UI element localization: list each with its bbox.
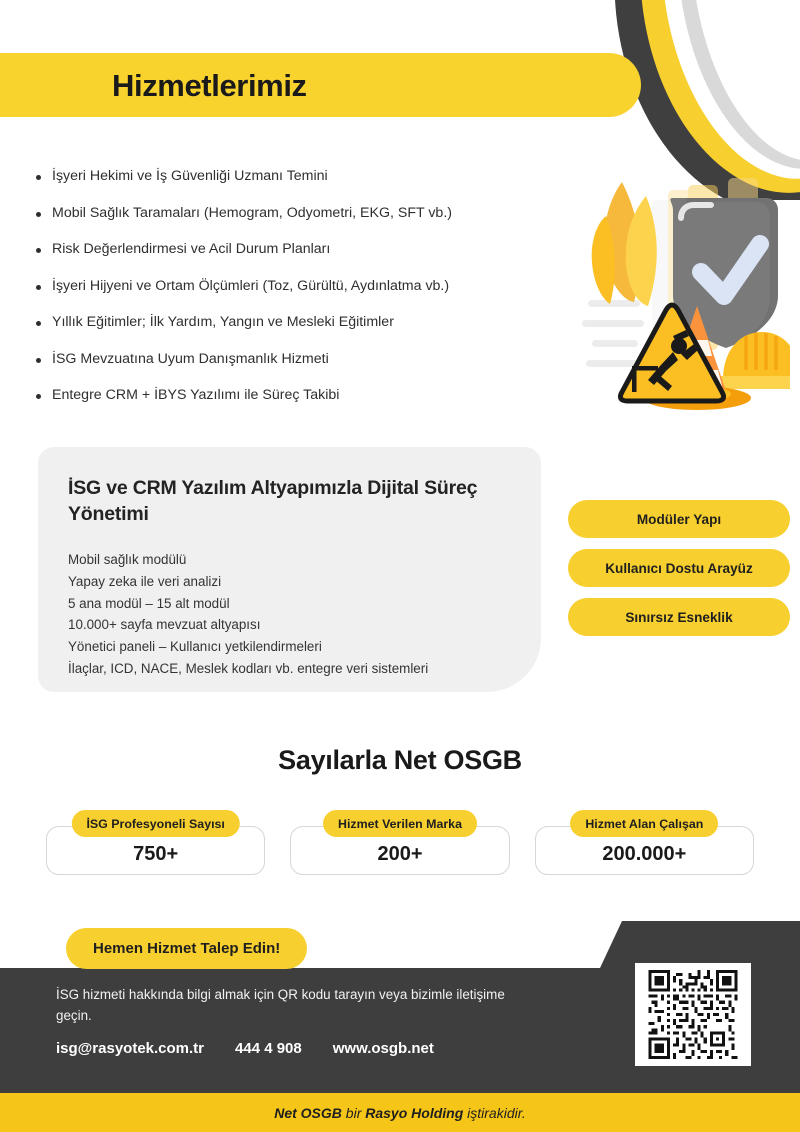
stat-card-employees xyxy=(535,816,754,875)
holding-name: Rasyo Holding xyxy=(365,1104,464,1121)
footer-note: İSG hizmeti hakkında bilgi almak için QR kodu tarayın veya bizimle iletişime geçin. xyxy=(56,987,505,1023)
list-item xyxy=(36,314,556,331)
software-card xyxy=(38,447,541,692)
software-feature: Yönetici paneli – Kullanıcı yetkilendirmeleri xyxy=(68,639,322,655)
qr-code[interactable] xyxy=(635,963,751,1066)
stat-value: 200.000+ xyxy=(602,842,687,865)
bullet-dot-icon xyxy=(36,248,41,253)
stat-card-brands xyxy=(290,816,509,875)
software-feature-list xyxy=(68,549,511,679)
software-feature: Yapay zeka ile veri analizi xyxy=(68,573,222,589)
software-feature: Mobil sağlık modülü xyxy=(68,552,187,568)
stats-title: Sayılarla Net OSGB xyxy=(278,745,522,775)
stat-label: Hizmet Verilen Marka xyxy=(323,810,477,837)
contact-website[interactable]: www.osgb.net xyxy=(332,1040,434,1057)
feature-pill-user-friendly[interactable]: Kullanıcı Dostu Arayüz xyxy=(568,549,790,587)
bottom-brand-bar xyxy=(0,1093,800,1132)
bullet-dot-icon xyxy=(36,358,41,363)
bullet-dot-icon xyxy=(36,285,41,290)
service-label: Risk Değerlendirmesi ve Acil Durum Planları xyxy=(52,241,331,258)
stat-card-professionals xyxy=(46,816,265,875)
brand-mid: bir xyxy=(341,1104,366,1121)
software-feature: 5 ana modül – 15 alt modül xyxy=(68,595,230,611)
brand-tail: iştirakidir. xyxy=(463,1104,526,1121)
brand-statement xyxy=(274,1105,526,1121)
page-title: Hizmetlerimiz xyxy=(112,68,307,103)
software-title: İSG ve CRM Yazılım Altyapımızla Dijital Süreç Yönetimi xyxy=(68,477,478,526)
stat-value: 750+ xyxy=(133,842,179,865)
header-banner xyxy=(0,53,641,117)
list-item xyxy=(36,241,556,258)
brand-name: Net OSGB xyxy=(274,1104,342,1121)
list-item xyxy=(36,205,556,222)
feature-pill-modular[interactable]: Modüler Yapı xyxy=(568,500,790,538)
swoosh-white-2-icon xyxy=(669,0,800,174)
stat-label: İSG Profesyoneli Sayısı xyxy=(71,810,239,837)
request-service-button[interactable]: Hemen Hizmet Talep Edin! xyxy=(66,928,307,969)
bullet-dot-icon xyxy=(36,321,41,326)
list-item xyxy=(36,351,556,368)
list-item xyxy=(36,387,556,404)
services-list xyxy=(36,168,556,424)
safety-illustration xyxy=(560,160,790,410)
software-feature: İlaçlar, ICD, NACE, Meslek kodları vb. entegre veri sistemleri xyxy=(68,660,429,676)
list-item xyxy=(36,278,556,295)
stats-row xyxy=(46,816,754,875)
service-label: İşyeri Hijyeni ve Ortam Ölçümleri (Toz, Gürültü, Aydınlatma vb.) xyxy=(52,277,450,294)
stat-label: Hizmet Alan Çalışan xyxy=(570,810,718,837)
software-feature: 10.000+ sayfa mevzuat altyapısı xyxy=(68,617,261,633)
service-label: Mobil Sağlık Taramaları (Hemogram, Odyometri, EKG, SFT vb.) xyxy=(52,204,452,221)
service-label: Entegre CRM + İBYS Yazılımı ile Süreç Takibi xyxy=(52,387,340,404)
contact-phone[interactable]: 444 4 908 xyxy=(235,1040,302,1057)
swoosh-grey-icon xyxy=(655,0,800,183)
flame-icon xyxy=(592,182,657,306)
feature-pill-flexibility[interactable]: Sınırsız Esneklik xyxy=(568,598,790,636)
bullet-dot-icon xyxy=(36,394,41,399)
service-label: İşyeri Hekimi ve İş Güvenliği Uzmanı Temini xyxy=(52,168,328,184)
list-item xyxy=(36,168,556,185)
service-label: Yıllık Eğitimler; İlk Yardım, Yangın ve Mesleki Eğitimler xyxy=(52,314,394,331)
feature-pill-group xyxy=(568,500,790,647)
contact-email[interactable]: isg@rasyotek.com.tr xyxy=(56,1040,205,1057)
service-label: İSG Mevzuatına Uyum Danışmanlık Hizmeti xyxy=(52,350,329,367)
bullet-dot-icon xyxy=(36,212,41,217)
bullet-dot-icon xyxy=(36,175,41,180)
stat-value: 200+ xyxy=(377,842,423,865)
footer-contact-row xyxy=(56,1040,434,1057)
